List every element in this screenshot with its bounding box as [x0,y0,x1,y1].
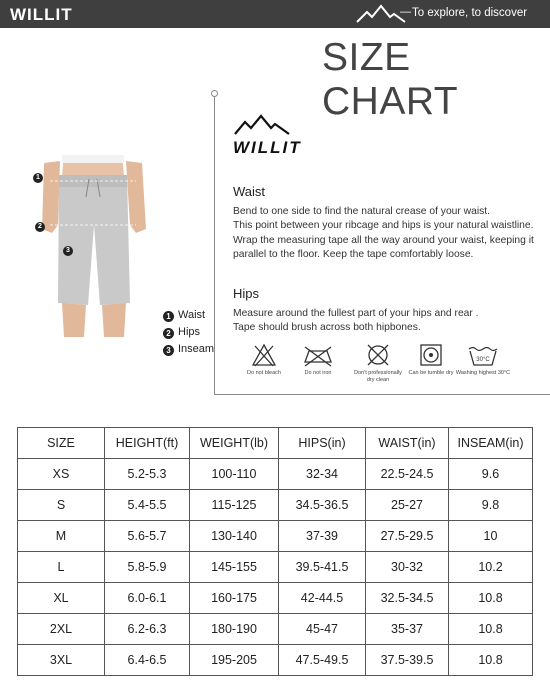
care-do-not-iron [290,343,346,377]
do-not-iron-icon [301,343,335,367]
marker-2-icon: 2 [35,219,45,232]
table-cell: 6.4-6.5 [105,645,190,676]
divider-dot [211,90,218,97]
mountain-logo-icon [233,114,291,136]
care-label: Do not bleach [247,370,281,376]
care-do-not-dry-clean [350,343,406,384]
table-cell: 10 [449,521,533,552]
table-row [18,459,533,490]
table-cell: 5.8-5.9 [105,552,190,583]
care-label: Can be tumble dry [408,370,454,376]
table-cell: XL [18,583,105,614]
table-cell: 32-34 [279,459,366,490]
waist-description [233,205,543,262]
washing-30-icon [467,343,499,367]
table-row [18,490,533,521]
table-cell: 45-47 [279,614,366,645]
page-title: SIZE CHART [322,36,459,123]
table-cell: 30-32 [366,552,449,583]
marker-1-icon: 1 [33,170,43,183]
table-cell: 100-110 [190,459,279,490]
table-cell: 10.8 [449,614,533,645]
table-row [18,645,533,676]
tagline: To explore, to discover [412,7,528,19]
logo-text: WILLIT [233,138,302,157]
table-cell: 35-37 [366,614,449,645]
legend-waist: 1 Waist [163,309,205,322]
legend-inseam: 3 Inseam [163,343,214,356]
table-cell: 160-175 [190,583,279,614]
table-cell: 9.6 [449,459,533,490]
care-label: Don't professionally dry clean [354,370,402,383]
table-cell: 34.5-36.5 [279,490,366,521]
table-cell: 10.2 [449,552,533,583]
brand-name: WILLIT [10,5,73,24]
waist-line: parallel to the floor. Keep the tape comfortably loose. [233,248,474,260]
care-label: Washing highest 30°C [455,370,511,376]
table-cell: 47.5-49.5 [279,645,366,676]
table-cell: 115-125 [190,490,279,521]
table-cell: S [18,490,105,521]
table-cell: 195-205 [190,645,279,676]
tumble-dry-icon [419,343,443,367]
table-cell: 6.2-6.3 [105,614,190,645]
column-header: SIZE [18,428,105,459]
table-cell: L [18,552,105,583]
care-tumble-dry [403,343,459,377]
table-cell: 42-44.5 [279,583,366,614]
vertical-divider [214,93,215,394]
table-cell: M [18,521,105,552]
tagline-arrow-icon: — [400,6,411,18]
table-cell: 10.8 [449,583,533,614]
care-do-not-bleach [236,343,292,377]
column-header: HIPS(in) [279,428,366,459]
table-cell: 25-27 [366,490,449,521]
column-header: HEIGHT(ft) [105,428,190,459]
table-row [18,614,533,645]
waist-line: This point between your ribcage and hips is your natural waistline. [233,220,534,232]
table-header-row [18,428,533,459]
shorts-model-image [26,155,156,337]
care-label: Do not iron [304,370,332,376]
column-header: INSEAM(in) [449,428,533,459]
do-not-bleach-icon [251,343,277,367]
column-header: WAIST(in) [366,428,449,459]
table-row [18,552,533,583]
waist-line: Bend to one side to find the natural crease of your waist. [233,206,491,217]
table-row [18,521,533,552]
table-cell: 5.4-5.5 [105,490,190,521]
table-cell: 37-39 [279,521,366,552]
hips-line: Tape should brush across both hipbones. [233,322,421,334]
size-chart-table [17,427,533,676]
legend-hips: 2 Hips [163,326,200,339]
hips-description [233,307,543,336]
table-cell: XS [18,459,105,490]
table-cell: 180-190 [190,614,279,645]
do-not-dry-clean-icon [365,343,391,367]
table-cell: 32.5-34.5 [366,583,449,614]
care-washing-30 [455,343,511,377]
table-cell: 27.5-29.5 [366,521,449,552]
column-header: WEIGHT(lb) [190,428,279,459]
table-cell: 10.8 [449,645,533,676]
table-row [18,583,533,614]
table-cell: 2XL [18,614,105,645]
header-bar [0,0,550,28]
table-cell: 9.8 [449,490,533,521]
waist-line: Wrap the measuring tape all the way around your waist, keeping it [233,234,534,246]
wash-temp: 30°C [476,357,490,363]
waist-heading: Waist [233,184,266,199]
table-cell: 6.0-6.1 [105,583,190,614]
marker-3-icon: 3 [63,243,73,256]
table-cell: 3XL [18,645,105,676]
horizontal-divider [214,394,550,395]
table-cell: 145-155 [190,552,279,583]
table-cell: 39.5-41.5 [279,552,366,583]
table-cell: 22.5-24.5 [366,459,449,490]
table-cell: 37.5-39.5 [366,645,449,676]
hips-line: Measure around the fullest part of your hips and rear . [233,308,479,319]
hips-heading: Hips [233,286,260,301]
table-cell: 5.6-5.7 [105,521,190,552]
table-cell: 130-140 [190,521,279,552]
table-cell: 5.2-5.3 [105,459,190,490]
